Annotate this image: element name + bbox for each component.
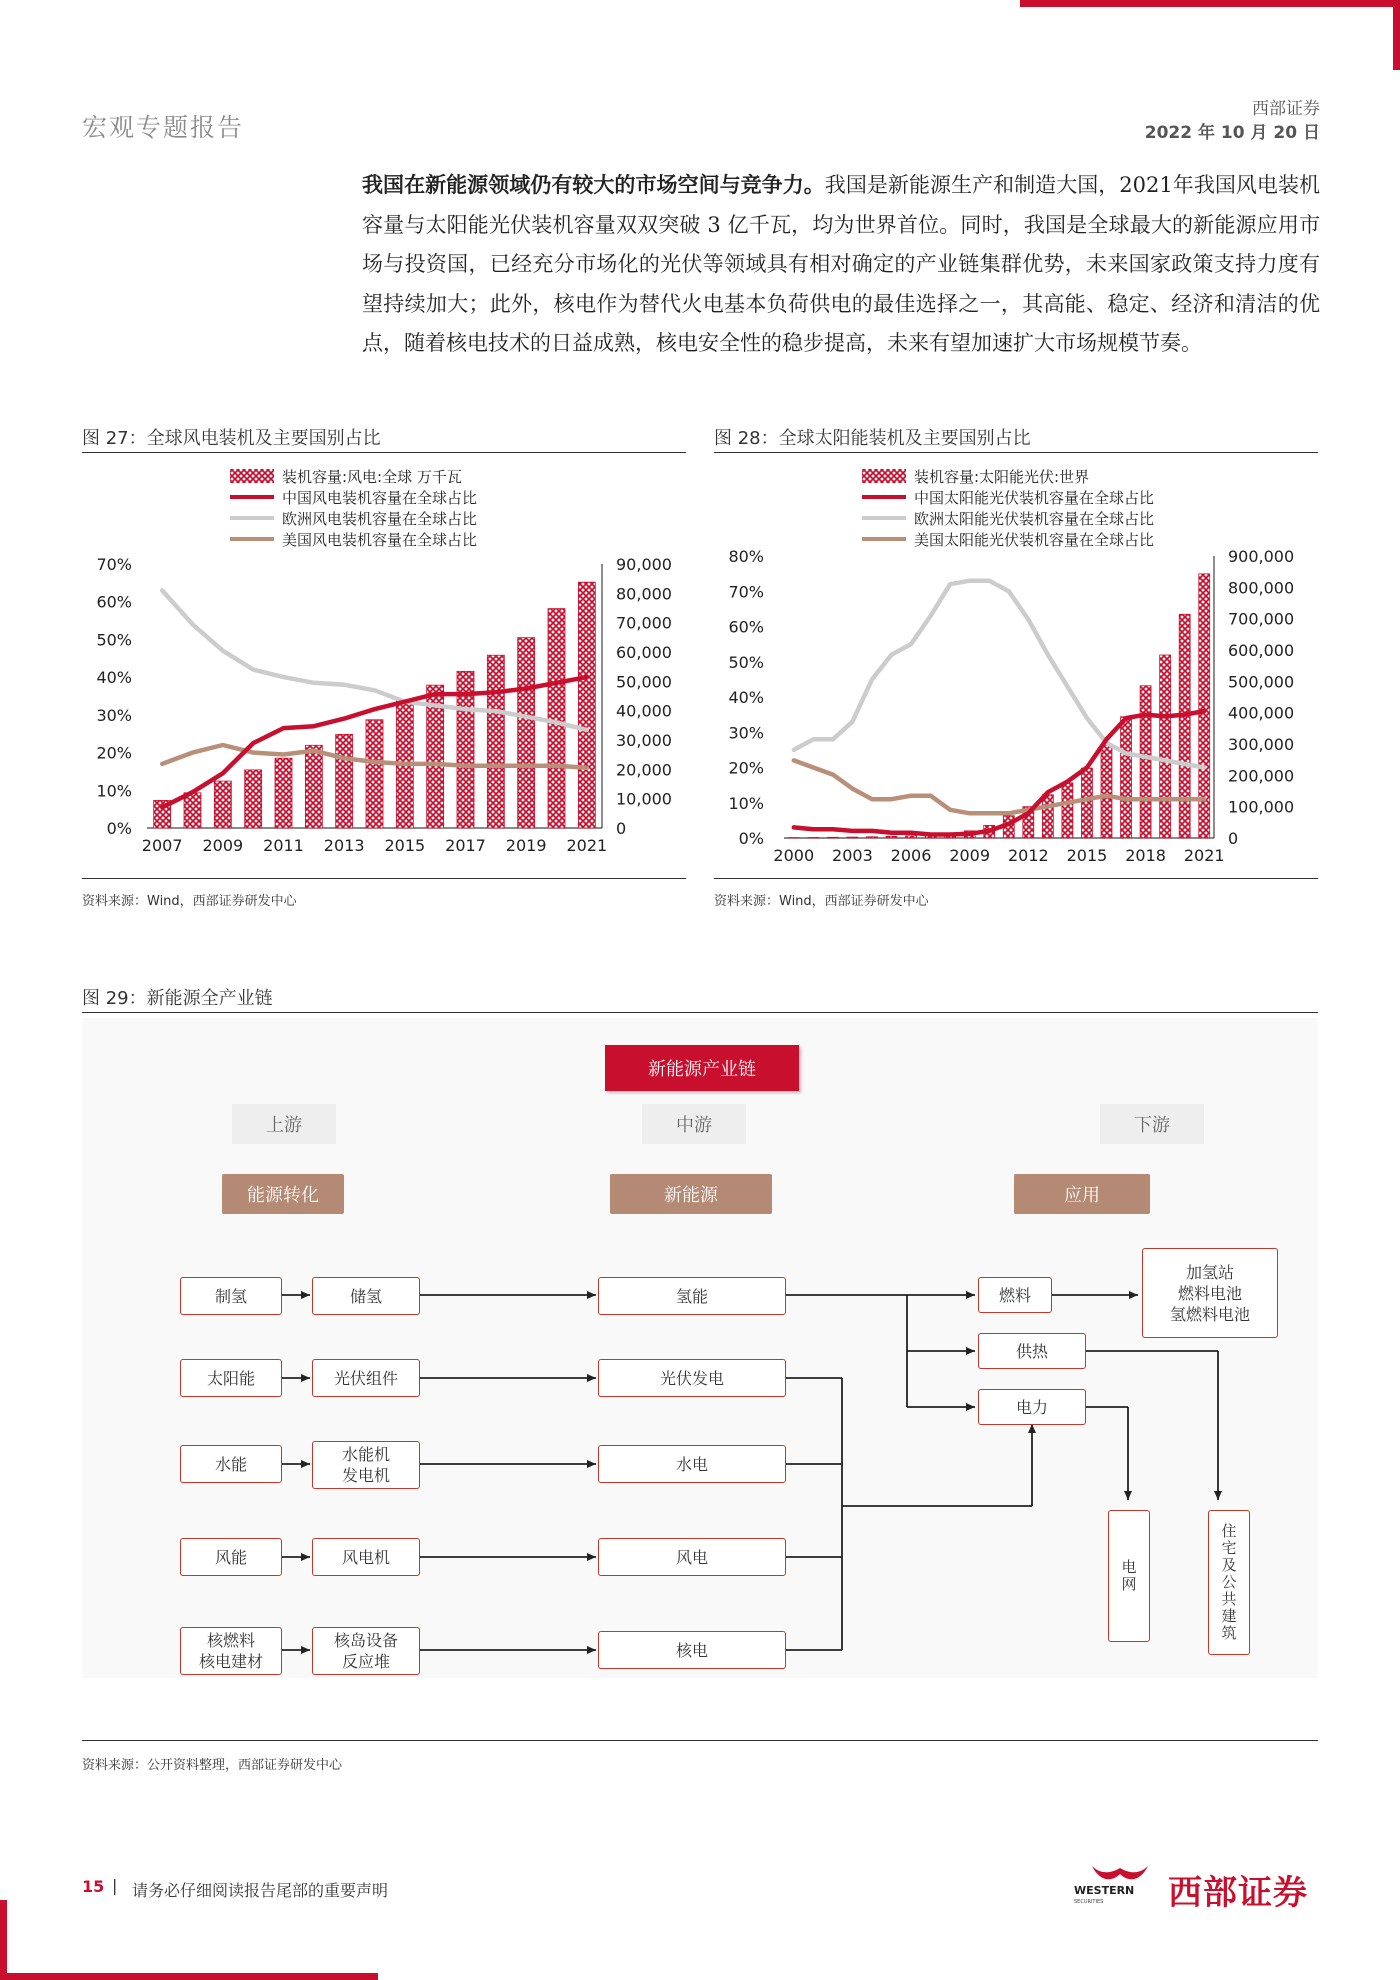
node-wind-power: 风电 [598, 1538, 786, 1576]
x-axis-tick: 2007 [141, 836, 183, 855]
stage-upstream: 上游 [232, 1104, 336, 1144]
footer-disclaimer: 请务必仔细阅读报告尾部的重要声明 [132, 1881, 389, 1900]
node-hydropower: 水电 [598, 1445, 786, 1483]
node-pv-power: 光伏发电 [598, 1359, 786, 1397]
stage-midstream: 中游 [642, 1104, 746, 1144]
left-axis-tick: 20% [728, 758, 764, 778]
x-axis-tick: 2015 [384, 836, 426, 855]
category-application: 应用 [1014, 1174, 1150, 1214]
node-wind-turbine: 风电机 [312, 1538, 420, 1576]
right-axis-tick: 90,000 [616, 555, 672, 574]
company-name: 西部证券 [1252, 99, 1320, 119]
right-axis-tick: 50,000 [616, 672, 672, 692]
body-lead: 我国在新能源领域仍有较大的市场空间与竞争力。 [362, 172, 825, 197]
right-axis-tick: 300,000 [1228, 735, 1295, 754]
left-axis-tick: 0% [738, 829, 764, 848]
fig29-bottom-rule [82, 1740, 1318, 1741]
left-axis-tick: 10% [728, 793, 764, 813]
right-axis-tick: 900,000 [1228, 547, 1295, 566]
fig27-title: 图 27：全球风电装机及主要国别占比 [82, 428, 381, 449]
left-axis-tick: 70% [96, 555, 132, 574]
left-axis-tick: 60% [728, 617, 764, 637]
x-axis-tick: 2012 [1007, 846, 1049, 865]
right-axis-tick: 80,000 [616, 584, 672, 604]
node-nuclear-power: 核电 [598, 1631, 786, 1669]
x-axis-tick: 2017 [445, 836, 486, 855]
node-nuclear-fuel: 核燃料 核电建材 [180, 1627, 282, 1675]
flow-banner: 新能源产业链 [605, 1045, 799, 1091]
node-heating: 供热 [978, 1333, 1086, 1369]
logo-horns-icon [1090, 1860, 1150, 1884]
node-fuel: 燃料 [978, 1277, 1052, 1313]
left-axis-tick: 40% [96, 668, 132, 688]
legend-label: 欧洲太阳能光伏装机容量在全球占比 [914, 510, 1155, 528]
report-date: 2022 年 10 月 20 日 [1144, 123, 1320, 143]
right-axis-tick: 20,000 [616, 760, 672, 780]
right-axis-tick: 40,000 [616, 701, 672, 721]
legend-label: 中国太阳能光伏装机容量在全球占比 [914, 489, 1155, 507]
category-new-energy: 新能源 [610, 1174, 772, 1214]
left-axis-tick: 80% [728, 547, 764, 566]
fig29-source: 资料来源：公开资料整理，西部证券研发中心 [82, 1758, 343, 1773]
right-axis-tick: 400,000 [1228, 703, 1295, 723]
right-axis-tick: 70,000 [616, 613, 672, 633]
node-power-grid: 电网 [1108, 1510, 1150, 1642]
x-axis-tick: 2000 [773, 846, 815, 865]
node-wind: 风能 [180, 1538, 282, 1576]
legend-label: 美国太阳能光伏装机容量在全球占比 [914, 531, 1155, 549]
category-energy-conversion: 能源转化 [222, 1174, 344, 1214]
x-axis-tick: 2019 [505, 836, 547, 855]
legend-label: 装机容量:太阳能光伏:世界 [914, 468, 1090, 486]
right-axis-tick: 500,000 [1228, 672, 1295, 692]
right-axis-tick: 200,000 [1228, 766, 1295, 786]
fig29-title: 图 29：新能源全产业链 [82, 988, 273, 1009]
right-axis-tick: 700,000 [1228, 609, 1295, 629]
page-number: 15 [82, 1877, 105, 1896]
x-axis-tick: 2018 [1125, 846, 1166, 865]
right-axis-tick: 60,000 [616, 643, 672, 662]
node-reactor: 核岛设备 反应堆 [312, 1627, 420, 1675]
node-hydro: 水能 [180, 1445, 282, 1483]
node-hydro-generator: 水能机 发电机 [312, 1441, 420, 1489]
left-axis-tick: 30% [96, 705, 132, 725]
left-axis-tick: 30% [728, 723, 764, 743]
body-text: 我国是新能源生产和制造大国，2021年我国风电装机容量与太阳能光伏装机容量双双突破 3 亿千瓦，均为世界首位。同时，我国是全球最大的新能源应用市场与投资国，已经充分市场化的光伏等领域具有相对确定的产业链集群优势，未来国家政策支持力度有望持续加大；此外，核电作为替代火电基本负荷供电的最佳选择之一，其高能、稳定、经济和清洁的优点，随着核电技术的日益成熟，核电安全性的稳步提高，未来有望加速扩大市场规模节奏。 [362, 173, 1320, 355]
node-solar: 太阳能 [180, 1359, 282, 1397]
legend-label: 中国风电装机容量在全球占比 [282, 489, 478, 507]
left-axis-tick: 40% [728, 688, 764, 707]
node-hydrogen-station: 加氢站 燃料电池 氢燃料电池 [1142, 1248, 1278, 1338]
right-axis-tick: 0 [616, 819, 627, 838]
left-axis-tick: 10% [96, 781, 132, 801]
stage-downstream: 下游 [1100, 1104, 1204, 1144]
left-axis-tick: 20% [96, 743, 132, 763]
logo-subtitle: SECURITIES [1074, 1899, 1104, 1905]
right-axis-tick: 10,000 [616, 789, 672, 809]
footer-separator: | [112, 1876, 118, 1895]
logo-english: WESTERN [1074, 1884, 1135, 1897]
x-axis-tick: 2015 [1066, 846, 1108, 865]
left-axis-tick: 70% [728, 582, 764, 602]
fig28-title: 图 28：全球太阳能装机及主要国别占比 [714, 428, 1031, 449]
right-axis-tick: 800,000 [1228, 578, 1295, 598]
left-axis-tick: 50% [96, 630, 132, 650]
legend-label: 装机容量:风电:全球 万千瓦 [282, 468, 462, 486]
x-axis-tick: 2021 [566, 836, 608, 855]
node-hydrogen-energy: 氢能 [598, 1277, 786, 1315]
x-axis-tick: 2009 [949, 846, 991, 865]
legend-label: 欧洲风电装机容量在全球占比 [282, 510, 478, 528]
x-axis-tick: 2009 [202, 836, 244, 855]
right-axis-tick: 30,000 [616, 731, 672, 750]
node-pv-module: 光伏组件 [312, 1359, 420, 1397]
right-axis-tick: 100,000 [1228, 797, 1295, 817]
right-axis-tick: 0 [1228, 829, 1239, 848]
fig27-source: 资料来源：Wind，西部证券研发中心 [82, 894, 297, 909]
x-axis-tick: 2013 [323, 836, 365, 855]
legend-label: 美国风电装机容量在全球占比 [282, 531, 478, 549]
x-axis-tick: 2006 [890, 846, 932, 865]
node-buildings: 住宅及公共建筑 [1208, 1510, 1250, 1655]
left-axis-tick: 50% [728, 652, 764, 672]
doc-type: 宏观专题报告 [82, 113, 245, 142]
right-axis-tick: 600,000 [1228, 641, 1295, 660]
x-axis-tick: 2011 [263, 836, 304, 855]
node-hydrogen-production: 制氢 [180, 1277, 282, 1315]
node-electricity: 电力 [978, 1389, 1086, 1425]
logo-chinese: 西部证券 [1168, 1873, 1308, 1913]
left-axis-tick: 0% [106, 819, 132, 838]
node-hydrogen-storage: 储氢 [312, 1277, 420, 1315]
x-axis-tick: 2003 [832, 846, 873, 865]
left-axis-tick: 60% [96, 592, 132, 612]
fig28-source: 资料来源：Wind，西部证券研发中心 [714, 894, 929, 909]
x-axis-tick: 2021 [1183, 846, 1225, 865]
